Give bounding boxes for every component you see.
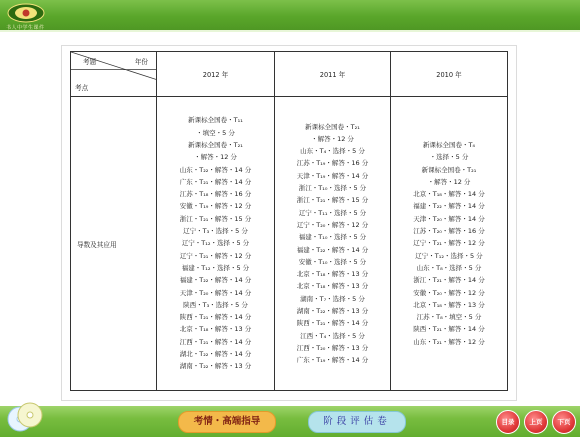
column-2010 xyxy=(391,97,508,391)
list-item: 山东・T₈・选择・5 分 xyxy=(416,263,482,272)
list-item: 北京・T₁₈・解答・13 分 xyxy=(413,300,485,309)
list-item: 安徽・T₂₀・解答・12 分 xyxy=(413,288,485,297)
list-item: 辽宁・T₁₁・选择・5 分 xyxy=(298,208,367,217)
corner-cell xyxy=(71,52,157,97)
list-item: ・填空・5 分 xyxy=(196,128,235,137)
top-banner xyxy=(0,0,580,32)
jieduan-button[interactable]: 阶段评估卷 xyxy=(308,411,406,433)
list-item: 江西・T₄・选择・5 分 xyxy=(300,331,365,340)
column-2011 xyxy=(275,97,391,391)
list-item: ・解答・12 分 xyxy=(194,153,237,162)
table-header-row xyxy=(71,52,508,97)
list-item: 新课标全国卷・T₄ xyxy=(422,140,476,149)
list-item: 辽宁・T₂₁・解答・12 分 xyxy=(179,251,252,260)
list-item: 新课标全国卷・T₂₁ xyxy=(188,140,243,149)
nav-prev-button[interactable]: 上页 xyxy=(524,410,548,434)
list-item: 天津・T₂₀・解答・14 分 xyxy=(179,288,252,297)
list-item: 天津・T₁₉・解答・14 分 xyxy=(296,171,369,180)
footer-bar xyxy=(0,406,580,437)
list-item: 福建・T₁₂・选择・5 分 xyxy=(181,263,250,272)
header-kaoti: 考题 xyxy=(83,58,97,66)
list-item: 安徽・T₁₉・解答・12 分 xyxy=(179,202,252,211)
year-2012-header: 2012 年 xyxy=(157,52,275,97)
list-item: 江西・T₂₀・解答・13 分 xyxy=(296,343,369,352)
topic-cell: 导数及其应用 xyxy=(71,97,157,391)
list-item: ・选择・5 分 xyxy=(429,153,469,162)
list-item: 浙江・T₂₁・解答・15 分 xyxy=(179,214,252,223)
content-sheet xyxy=(62,46,516,400)
list-item: 福建・T₁₀・选择・5 分 xyxy=(298,233,367,242)
table-row xyxy=(71,97,508,391)
cd-disc-icon xyxy=(6,397,44,435)
list-item: 辽宁・T₃・选择・5 分 xyxy=(183,227,248,236)
list-item: 辽宁・T₁₂・选择・5 分 xyxy=(415,251,483,260)
list-item: 新课标全国卷・T₂₁ xyxy=(305,122,360,131)
list-item: 天津・T₂₀・解答・14 分 xyxy=(413,214,485,223)
list-item: 江苏・T₂₀・解答・16 分 xyxy=(413,227,485,236)
list-item: 广东・T₂₁・解答・14 分 xyxy=(179,177,252,186)
year-2011-header: 2011 年 xyxy=(275,52,391,97)
list-item: 福建・T₂₂・解答・14 分 xyxy=(179,276,252,285)
list-item: 福建・T₂₂・解答・14 分 xyxy=(296,245,369,254)
kaoqing-button[interactable]: 考情・高端指导 xyxy=(178,411,276,433)
list-item: 湖北・T₂₂・解答・14 分 xyxy=(179,350,252,359)
nav-next-button[interactable]: 下页 xyxy=(552,410,576,434)
list-item: 辽宁・T₁₂・选择・5 分 xyxy=(181,239,250,248)
list-item: 浙江・T₂₁・解答・14 分 xyxy=(413,276,485,285)
header-nianfen: 年份 xyxy=(134,58,148,66)
list-item: ・解答・12 分 xyxy=(427,177,471,186)
list-item: 陕西・T₃・选择・5 分 xyxy=(183,300,248,309)
list-item: ・解答・12 分 xyxy=(311,134,354,143)
list-item: 广东・T₁₉・解答・14 分 xyxy=(296,356,369,365)
list-item: 山东・T₄・选择・5 分 xyxy=(300,147,365,156)
list-item: 北京・T₁₈・解答・14 分 xyxy=(413,190,485,199)
list-item: 福建・T₂₂・解答・14 分 xyxy=(413,202,485,211)
list-item: 陕西・T₂₁・解答・14 分 xyxy=(413,325,485,334)
year-2010-header: 2010 年 xyxy=(391,52,508,97)
column-2012 xyxy=(157,97,275,391)
list-item: 浙江・T₂₁・解答・15 分 xyxy=(296,196,369,205)
logo-caption: 书人中学生课件 xyxy=(6,25,45,31)
list-item: 江苏・T₁₈・解答・16 分 xyxy=(179,190,252,199)
list-item: 辽宁・T₂₁・解答・12 分 xyxy=(413,239,485,248)
list-item: 山东・T₂₂・解答・14 分 xyxy=(179,165,252,174)
list-item: 浙江・T₁₀・选择・5 分 xyxy=(298,184,367,193)
list-item: 江苏・T₁₉・解答・16 分 xyxy=(296,159,369,168)
list-item: 湖南・T₇・选择・5 分 xyxy=(300,294,365,303)
list-item: 湖南・T₂₂・解答・13 分 xyxy=(296,306,369,315)
logo-icon xyxy=(6,2,46,24)
list-item: 新课标全国卷・T₂₁ xyxy=(421,165,477,174)
header-kaodian: 考点 xyxy=(75,84,89,92)
list-item: 新课标全国卷・T₁₁ xyxy=(188,116,243,125)
list-item: 山东・T₂₁・解答・12 分 xyxy=(413,337,485,346)
list-item: 湖南・T₂₂・解答・13 分 xyxy=(179,362,252,371)
list-item: 江苏・T₈・填空・5 分 xyxy=(416,313,482,322)
nav-mulu-button[interactable]: 目录 xyxy=(496,410,520,434)
list-item: 陕西・T₂₁・解答・14 分 xyxy=(296,319,369,328)
list-item: 北京・T₁₈・解答・13 分 xyxy=(179,325,252,334)
list-item: 陕西・T₂₁・解答・14 分 xyxy=(179,313,252,322)
list-item: 江西・T₂₁・解答・14 分 xyxy=(179,337,252,346)
list-item: 安徽・T₁₀・选择・5 分 xyxy=(298,257,367,266)
list-item: 辽宁・T₂₀・解答・12 分 xyxy=(296,220,369,229)
exam-table xyxy=(70,51,508,391)
list-item: 北京・T₁₈・解答・13 分 xyxy=(296,282,369,291)
list-item: 北京・T₁₈・解答・13 分 xyxy=(296,270,369,279)
